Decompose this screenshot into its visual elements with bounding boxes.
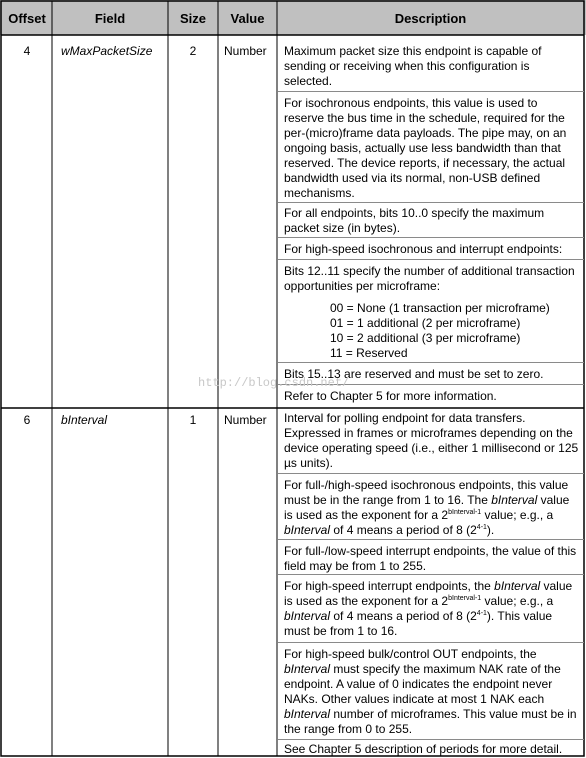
- watermark: http://blog.csdn.net/: [198, 376, 350, 390]
- row2-desc-p5: For high-speed bulk/control OUT endpoints, the bInterval must specify the maximum NAK rate of the endpoint. A value of 0 indicates the endpoint never NAKs. Other values indicate at most 1 NAK each bInterval number of microframes. This value must be in the range from 0 to 255.: [284, 647, 577, 736]
- row2-offset: 6: [23, 413, 31, 427]
- separator: [278, 539, 584, 540]
- row2-size: 1: [189, 413, 197, 427]
- row1-field: wMaxPacketSize: [61, 44, 153, 58]
- separator: [278, 362, 584, 363]
- row1-desc-p3: For all endpoints, bits 10..0 specify the maximum packet size (in bytes).: [284, 206, 545, 235]
- row1-desc-p4: For high-speed isochronous and interrupt endpoints:: [284, 242, 563, 256]
- row1-desc-p5: Bits 12..11 specify the number of additional transaction opportunities per microframe:: [284, 264, 575, 293]
- header-value: Value: [230, 11, 265, 26]
- row2-desc-p1: Interval for polling endpoint for data transfers. Expressed in frames or microframes depending on the device operating speed (i.e., either 1 millisecond or 125 µs units).: [284, 411, 579, 470]
- separator: [278, 237, 584, 238]
- row2-desc-p6: See Chapter 5 description of periods for more detail.: [284, 742, 563, 756]
- code-line: 00 = None (1 transaction per microframe): [330, 301, 550, 315]
- row1-desc-p2: For isochronous endpoints, this value is used to reserve the bus time in the schedule, required for the per-(micro)frame data payloads. The pipe may, on an ongoing basis, actually use less bandwidth than that reserved. The device reports, if necessary, the actual bandwidth used via its normal, non-USB defined mechanisms.: [284, 96, 567, 200]
- code-line: 10 = 2 additional (3 per microframe): [330, 331, 521, 345]
- separator: [278, 259, 584, 260]
- row1-desc-tail1: Bits 15..13 are reserved and must be set to zero.: [284, 367, 544, 381]
- row2-value: Number: [224, 413, 267, 427]
- row2-desc-p4: For high-speed interrupt endpoints, the bInterval value is used as the exponent for a $2^{bInterval-1}$ value; e.g., a bInterval of 4 means a period of 8 (2$^{4-1}$). This value must be from 1 to 16.: [284, 579, 573, 638]
- code-line: 11 = Reserved: [330, 346, 408, 360]
- separator: [278, 739, 584, 740]
- separator: [278, 642, 584, 643]
- separator: [278, 202, 584, 203]
- header-field: Field: [94, 11, 126, 26]
- row1-value: Number: [224, 44, 267, 58]
- row1-size: 2: [189, 44, 197, 58]
- row1-desc-p1: Maximum packet size this endpoint is capable of sending or receiving when this configuration is selected.: [284, 44, 542, 88]
- code-line: 01 = 1 additional (2 per microframe): [330, 316, 521, 330]
- separator: [278, 91, 584, 92]
- header-size: Size: [179, 11, 206, 26]
- separator: [278, 473, 584, 474]
- header-description: Description: [394, 11, 467, 26]
- row1-desc-tail2: Refer to Chapter 5 for more information.: [284, 389, 497, 403]
- row2-desc-p3: For full-/low-speed interrupt endpoints, the value of this field may be from 1 to 255.: [284, 544, 577, 573]
- separator: [278, 574, 584, 575]
- row2-desc-p2: For full-/high-speed isochronous endpoints, this value must be in the range from 1 to 16. The bInterval value is used as the exponent for a $2^{bInterval-1}$ value; e.g., a bInterval of 4 means a period of 8 (2$^{4-1}$).: [284, 478, 570, 537]
- row1-offset: 4: [23, 44, 31, 58]
- row2-field: bInterval: [61, 413, 108, 427]
- header-offset: Offset: [8, 11, 46, 26]
